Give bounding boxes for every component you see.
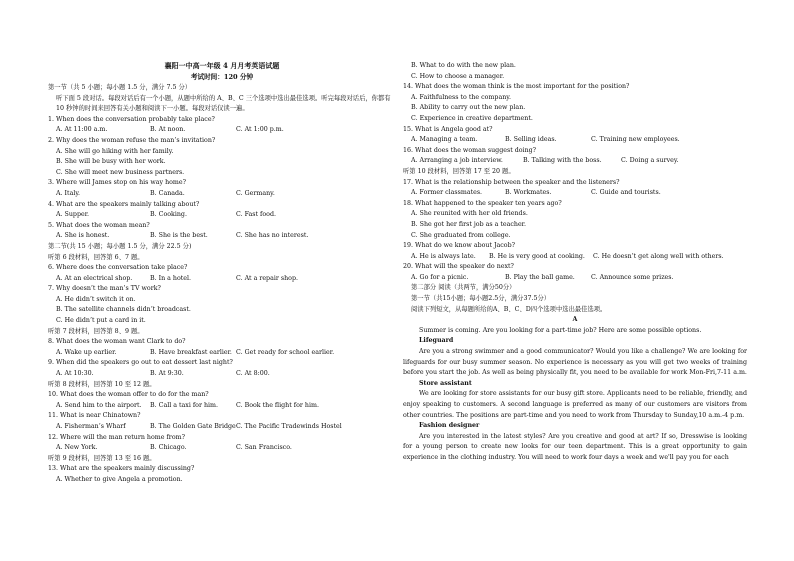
- question-10: 10. What does the woman offer to do for the man?: [48, 391, 209, 399]
- option-a: A. She will go hiking with her family.: [56, 147, 174, 155]
- question-19: 19. What do we know about Jacob?: [403, 242, 515, 250]
- option-a: A. Former classmates.: [411, 189, 483, 197]
- option-b: B. Selling ideas.: [505, 136, 557, 144]
- option-a: A. New York.: [56, 444, 98, 452]
- question-8: 8. What does the woman want Clark to do?: [48, 338, 186, 346]
- job-description-lifeguard: Are you a strong swimmer and a good communicator? Would you like a challenge? We are looking for lifeguards for our busy summer season. No experience is necessary as you will get two weeks of training before you start the job. As well as being physically fit, you need to be available for work Mon-Fri,7-11 a.m.: [403, 348, 747, 377]
- option-c: C. How to choose a manager.: [411, 72, 505, 80]
- question-14: 14. What does the woman think is the most important for the position?: [403, 83, 630, 91]
- question-7: 7. Why doesn’t the man’s TV work?: [48, 285, 161, 293]
- option-c: C. Germany.: [236, 189, 275, 197]
- question-19-options: [403, 252, 747, 263]
- question-20: 20. What will the speaker do next?: [403, 263, 514, 271]
- question-10-options: [48, 401, 396, 412]
- question-16-options: [403, 156, 747, 167]
- question-1-options: [48, 125, 396, 136]
- option-a: A. Fisherman’s Wharf: [56, 423, 126, 430]
- question-15-options: [403, 135, 747, 146]
- option-c: C. Fast food.: [236, 211, 277, 219]
- option-a: A. At 10:30.: [56, 370, 94, 378]
- question-1: 1. When does the conversation probably take place?: [48, 115, 215, 123]
- option-b: B. Cooking.: [150, 211, 187, 219]
- option-b: B. The Golden Gate Bridge: [150, 423, 236, 430]
- listening-prompt: 听第 9 段材料，回答第 13 至 16 题。: [48, 454, 156, 462]
- passage-label: A: [572, 316, 578, 324]
- option-c: C. Doing a survey.: [621, 157, 679, 165]
- question-6: 6. Where does the conversation take place?: [48, 264, 188, 272]
- listening-prompt: 听第 7 段材料，回答第 8、9 题。: [48, 327, 144, 335]
- option-c: C. He didn’t put a card in it.: [56, 317, 146, 325]
- option-a: A. Whether to give Angela a promotion.: [56, 475, 183, 483]
- option-b: B. Workmates.: [505, 189, 552, 197]
- question-16: 16. What does the woman suggest doing?: [403, 146, 537, 154]
- job-description-fashion-designer: Are you interested in the latest styles? Are you creative and good at art? If so, Dresswise is looking for a young person to create new looks for our teen department. This is a great opportunity to gain experience in the clothing industry. You will need to work four days a week and we'll pay you for each: [403, 432, 747, 461]
- question-11-options: [48, 422, 396, 433]
- option-b: B. Chicago.: [150, 444, 187, 452]
- section-instructions: 听下面 5 段对话。每段对话后有一个小题，从题中所给的 A、B、C 三个选项中选出最佳选项。听完每段对话后，你都有 10 秒钟的时间来回答有关小题和阅读下一小题。每段对话仅读一遍。: [56, 94, 391, 113]
- option-b: B. In a hotel.: [150, 274, 192, 282]
- question-18: 18. What happened to the speaker ten years ago?: [403, 199, 562, 207]
- question-20-options: [403, 273, 747, 284]
- option-c: C. Training new employees.: [591, 136, 680, 144]
- question-8-options: [48, 348, 396, 359]
- option-b: B. At 9:30.: [150, 370, 184, 378]
- question-17-options: [403, 188, 747, 199]
- option-a: A. Arranging a job interview.: [411, 157, 503, 165]
- section-heading: 第二节(共 15 小题；每小题 1.5 分，满分 22.5 分): [48, 242, 192, 250]
- option-b: B. At noon.: [150, 126, 186, 134]
- option-b: B. Ability to carry out the new plan.: [411, 104, 526, 112]
- option-c: C. The Pacific Tradewinds Hostel: [236, 423, 342, 430]
- option-c: C. At a repair shop.: [236, 274, 298, 282]
- question-6-options: [48, 274, 396, 285]
- option-b: B. The satellite channels didn’t broadcast.: [56, 306, 191, 314]
- section-heading: 第一节（共15小题；每小题2.5分，满分37.5分）: [411, 295, 551, 303]
- option-c: C. She has no interest.: [236, 232, 309, 240]
- option-b: B. What to do with the new plan.: [411, 62, 516, 69]
- question-11: 11. What is near Chinatown?: [48, 412, 141, 420]
- option-a: A. Managing a team.: [411, 136, 478, 144]
- question-3: 3. Where will James stop on his way home?: [48, 179, 187, 187]
- listening-prompt: 听第 6 段材料，回答第 6、7 题。: [48, 253, 144, 261]
- question-4: 4. What are the speakers mainly talking about?: [48, 200, 200, 208]
- option-b: B. She got her first job as a teacher.: [411, 220, 527, 228]
- listening-prompt: 听第 8 段材料，回答第 10 至 12 题。: [48, 380, 156, 388]
- option-b: B. Talking with the boss.: [523, 157, 602, 165]
- option-c: C. She graduated from college.: [411, 231, 511, 239]
- job-heading-fashion-designer: Fashion designer: [419, 422, 480, 430]
- section-heading: 第一节（共 5 小题；每小题 1.5 分，满分 7.5 分）: [48, 84, 192, 91]
- question-3-options: [48, 189, 396, 200]
- option-a: A. Wake up earlier.: [56, 348, 117, 356]
- right-column: [403, 61, 747, 464]
- option-c: C. Announce some prizes.: [591, 273, 674, 281]
- listening-prompt: 听第 10 段材料，回答第 17 至 20 题。: [403, 167, 515, 175]
- option-a: A. Italy.: [56, 189, 81, 197]
- question-12-options: [48, 443, 396, 454]
- option-a: A. Faithfulness to the company.: [411, 93, 511, 101]
- option-c: C. At 1:00 p.m.: [236, 126, 284, 134]
- question-12: 12. Where will the man return home from?: [48, 433, 185, 441]
- question-9-options: [48, 369, 396, 380]
- option-b: B. Have breakfast earlier.: [150, 348, 232, 356]
- job-heading-lifeguard: Lifeguard: [419, 337, 454, 345]
- option-b: B. He is very good at cooking.: [489, 252, 585, 260]
- option-a: A. She reunited with her old friends.: [411, 210, 528, 218]
- option-a: A. At 11:00 a.m.: [56, 126, 108, 134]
- question-17: 17. What is the relationship between the speaker and the listeners?: [403, 178, 620, 186]
- option-c: C. Guide and tourists.: [591, 189, 661, 197]
- question-15: 15. What is Angela good at?: [403, 125, 493, 133]
- exam-time: 考试时间：120 分钟: [190, 73, 254, 81]
- question-9: 9. When did the speakers go out to eat dessert last night?: [48, 359, 233, 367]
- part-heading: 第二部分 阅读（共两节，满分50分）: [411, 284, 516, 292]
- question-4-options: [48, 210, 396, 221]
- option-a: A. Send him to the airport.: [56, 401, 142, 409]
- passage-intro: Summer is coming. Are you looking for a part-time job? Here are some possible options.: [419, 326, 702, 334]
- option-a: A. At an electrical shop.: [56, 274, 133, 282]
- option-c: C. Get ready for school earlier.: [236, 348, 335, 356]
- section-instructions: 阅读下列短文，从每题所给的A、B、C、D四个选项中选出最佳选项。: [411, 305, 607, 313]
- option-a: A. He is always late.: [411, 252, 476, 260]
- option-b: B. She is the best.: [150, 232, 208, 240]
- option-b: B. Play the ball game.: [505, 273, 575, 281]
- option-c: C. He doesn’t get along well with others.: [593, 252, 724, 260]
- option-c: C. Experience in creative department.: [411, 114, 533, 122]
- question-5: 5. What does the woman mean?: [48, 221, 150, 229]
- option-c: C. At 8:00.: [236, 370, 270, 378]
- option-b: B. Call a taxi for him.: [150, 401, 219, 409]
- question-2: 2. Why does the woman refuse the man’s invitation?: [48, 136, 216, 144]
- option-b: B. Canada.: [150, 189, 185, 197]
- option-c: C. Book the flight for him.: [236, 401, 319, 409]
- job-description-store-assistant: We are looking for store assistants for our busy gift store. Applicants need to be reliable, friendly, and enjoy speaking to customers. A second language is preferred as many of our customers are visitors from other countries. The positions are part-time and you need to work from Thursday to Sunday,10 a.m.-4 p.m.: [403, 390, 747, 419]
- option-c: C. She will meet new business partners.: [56, 168, 185, 176]
- question-13: 13. What are the speakers mainly discussing?: [48, 465, 195, 473]
- option-a: A. He didn’t switch it on.: [56, 295, 136, 303]
- option-a: A. Supper.: [56, 211, 90, 219]
- job-heading-store-assistant: Store assistant: [419, 379, 472, 387]
- option-c: C. San Francisco.: [236, 444, 292, 452]
- option-a: A. Go for a picnic.: [411, 273, 469, 281]
- question-5-options: [48, 231, 396, 242]
- left-column: [48, 61, 396, 486]
- option-a: A. She is honest.: [56, 232, 110, 240]
- option-b: B. She will be busy with her work.: [56, 158, 166, 166]
- exam-title: 襄阳一中高一年级 4 月月考英语试题: [164, 61, 280, 70]
